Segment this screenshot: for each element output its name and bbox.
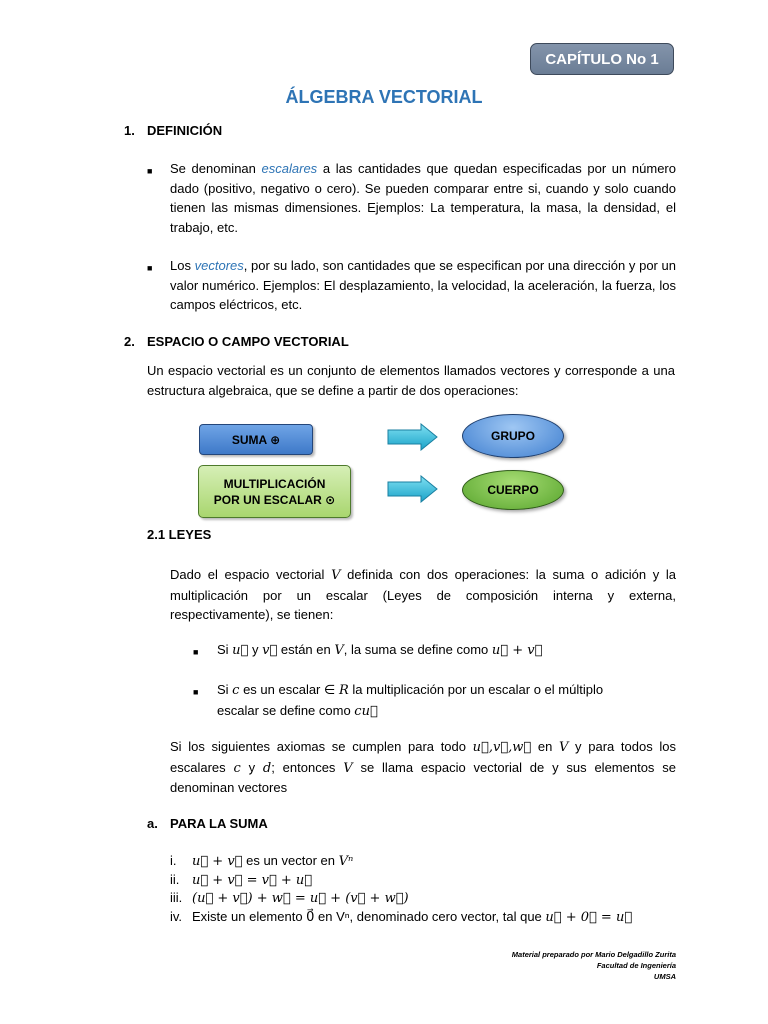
mult-line-2: POR UN ESCALAR ⊙ xyxy=(213,492,336,507)
axioms-list xyxy=(170,852,680,926)
term-escalares: escalares xyxy=(261,161,318,176)
section-2-number: 2. xyxy=(124,334,135,349)
section-1-heading: DEFINICIÓN xyxy=(147,123,223,138)
page-title: ÁLGEBRA VECTORIAL xyxy=(285,87,483,107)
leyes-heading: 2.1 LEYES xyxy=(147,527,212,542)
list-item: i. u⃗ + v⃗ es un vector en Vⁿ xyxy=(170,853,354,869)
bullet-escalares: Se denominan escalares a las cantidades que quedan especificadas por un número dado (positivo, negativo o cero). Se pueden comparar entre si, cuando y solo cuando tienen las mismas dimensiones. Ejemplos: La temperatura, la masa, la densidad, el trabajo, etc. xyxy=(170,161,676,235)
bullet-icon: ■ xyxy=(147,263,153,273)
arrow-right-icon xyxy=(387,423,439,451)
list-item: iv. Existe un elemento 0⃗ en Vⁿ, denominado cero vector, tal que u⃗ + 0⃗ = u⃗ xyxy=(170,908,633,925)
para-suma-letter: a. xyxy=(147,816,158,831)
section-2-heading: ESPACIO O CAMPO VECTORIAL xyxy=(147,334,349,349)
para-suma-heading: PARA LA SUMA xyxy=(170,816,268,831)
leyes-intro: Dado el espacio vectorial V definida con dos operaciones: la suma o adición y la multiplicación por un escalar (Leyes de composición interna y externa, respectivamente), se tienen: xyxy=(170,567,677,622)
chapter-badge: CAPÍTULO No 1 xyxy=(530,43,674,75)
footer-credits: Material preparado por Mario Delgadillo Zurita Facultad de Ingeniería UMSA xyxy=(511,950,676,981)
section-1-number: 1. xyxy=(124,123,135,138)
grupo-oval: GRUPO xyxy=(462,414,564,458)
cuerpo-oval: CUERPO xyxy=(462,470,564,510)
mult-line-1: MULTIPLICACIÓN xyxy=(223,476,326,491)
list-item: iii. (u⃗ + v⃗) + w⃗ = u⃗ + (v⃗ + w⃗) xyxy=(170,890,409,906)
bullet-icon: ■ xyxy=(147,166,153,176)
multiplicacion-box xyxy=(198,465,351,518)
bullet-escalar-def: Si c es un escalar ∈ R la multiplicación por un escalar o el múltiplo escalar se define como cu⃗ xyxy=(217,682,604,719)
section-2-intro: Un espacio vectorial es un conjunto de elementos llamados vectores y corresponde a una estructura algebraica, que se define a partir de dos operaciones: xyxy=(147,363,675,398)
arrow-right-icon xyxy=(387,475,439,503)
bullet-icon: ■ xyxy=(193,687,199,697)
suma-box: SUMA ⊕ xyxy=(199,424,313,455)
term-vectores: vectores xyxy=(194,258,244,273)
bullet-suma-def: Si u⃗ y v⃗ están en V, la suma se define como u⃗ + v⃗ xyxy=(217,642,543,658)
bullet-vectores: Los vectores, por su lado, son cantidades que se especifican por una dirección y por un valor numérico. Ejemplos: El desplazamiento, la velocidad, la aceleración, la fuerza, los campos eléctricos, etc. xyxy=(170,258,677,312)
bullet-icon: ■ xyxy=(193,647,199,657)
list-item: ii. u⃗ + v⃗ = v⃗ + u⃗ xyxy=(170,871,313,888)
axiomas-intro: Si los siguientes axiomas se cumplen para todo u⃗,v⃗,w⃗ en V y para todos los escalares c y d; entonces V se llama espacio vectorial de y sus elementos se denominan vectores xyxy=(170,739,677,795)
